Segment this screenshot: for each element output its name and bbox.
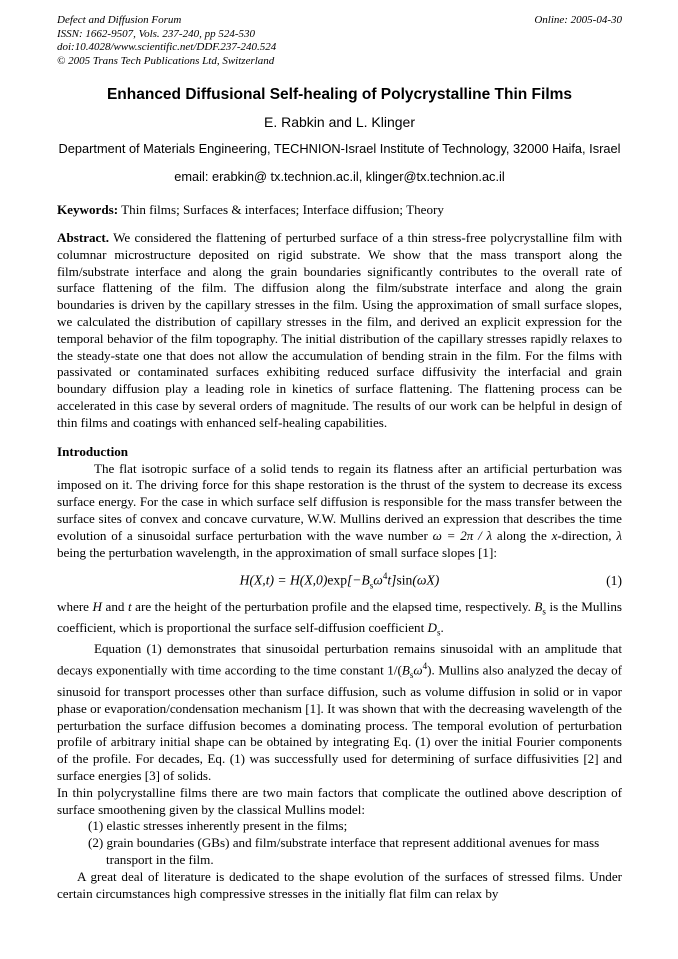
list-item: (2) grain boundaries (GBs) and film/substrate interface that represent additional avenues for mass transport in the film. (88, 835, 600, 867)
intro-paragraph-3 (57, 641, 622, 784)
text-segment: The flat isotropic surface of a solid tends to regain its flatness after an artificial perturbation was imposed on it. The driving force for this shape restoration is the thrust of the system to decrease its excess surface energy. For the case in which surface self diffusion is responsible for the mass transfer between the surface sites of convex and concave curvature, W.W. Mullins derived an expression that describes the time evolution of a sinusoidal surface perturbation with the wave number (57, 460, 622, 543)
journal-name: Defect and Diffusion Forum (57, 14, 182, 26)
journal-header (57, 14, 622, 68)
text-segment: where (57, 598, 93, 614)
math-wave-number: ω = 2π / λ (432, 527, 493, 543)
math-segment: H(X,t) = H(X,0) (239, 572, 328, 588)
text-segment: ). Mullins also analyzed the decay of sinusoid for transport processes other than surface diffusion, such as volume diffusion in solid or in vapor phase or evaporation/condensation mechanism [1]. It was shown that with the decreasing wavelength of the perturbation the surface diffusion becomes a dominating process. The temporal evolution of perturbation profile of arbitrary initial shape can be obtained by integrating Eq. (1) over the initial Fourier components of the profile. For decades, Eq. (1) was successfully used for determining of surface diffusivities [2] and surface energies [3] of solids. (57, 662, 622, 783)
equation-1 (57, 571, 622, 590)
math-var-D: D (427, 620, 437, 635)
journal-doi-line: doi:10.4028/www.scientific.net/DDF.237-240.524 (57, 41, 277, 53)
list-item: (1) elastic stresses inherently present in the films; (88, 818, 348, 834)
intro-paragraph-4: In thin polycrystalline films there are two main factors that complicate the outlined above description of surface smoothening given by the classical Mullins model: (57, 784, 622, 817)
text-segment: along the (492, 527, 552, 543)
paper-title: Enhanced Diffusional Self-healing of Polycrystalline Thin Films (106, 86, 573, 103)
keywords-text: Thin films; Surfaces & interfaces; Interface diffusion; Theory (121, 202, 444, 217)
text-segment: are the height of the perturbation profile and the elapsed time, respectively. (131, 598, 535, 614)
text-segment: being the perturbation wavelength, in the approximation of small surface slopes [1]: (57, 544, 497, 560)
abstract-text: We considered the flattening of perturbed surface of a thin stress-free polycrystalline film with columnar microstructure deposited on rigid substrate. We show that the mass transport along the film/substrate interface and along the grain boundaries significantly contributes to the overall rate of surface flattening of the film. The diffusion along the film/substrate interface and along the grain boundaries is driven by the capillary stresses in the film. Using the approximation of small surface slopes, we calculated the distribution of capillary stresses in the film, and derived an explicit expression for the temporal behavior of the film topography. The initial distribution of the capillary stresses rapidly relaxes to the steady-state one that does not allow the accumulation of bending strain in the film. For the films with passivated or contaminated surfaces exhibiting reduced surface diffusivity the interfacial and grain boundary diffusion play a leading role in kinetics of surface flattening. The flattening process can be accelerated in this case by several orders of magnitude. The results of our work can be helpful in design of thin films and coatings with enhanced self-healing capabilities. (57, 230, 622, 430)
keywords-label: Keywords: (57, 202, 119, 217)
complications-list (88, 818, 622, 868)
math-var-B: B (534, 598, 543, 614)
intro-paragraph-2 (57, 599, 622, 642)
math-segment: (ωX) (412, 572, 440, 588)
math-sub-s: s (409, 670, 414, 681)
text-segment: Equation (1) demonstrates that sinusoidal perturbation remains sinusoidal with an amplitude that decays exponentially with time according to the time constant 1/( (57, 641, 622, 678)
intro-paragraph-5: A great deal of literature is dedicated to the shape evolution of the surfaces of stressed films. Under certain circumstances high compressive stresses in the initially flat film can relax by (57, 868, 622, 901)
math-sup-4: 4 (422, 661, 428, 672)
math-var-lambda: λ (616, 527, 622, 543)
equation-1-formula (99, 571, 580, 590)
math-segment: [−B (347, 572, 370, 588)
math-var-omega: ω (413, 662, 423, 678)
section-heading-introduction: Introduction (57, 443, 129, 459)
intro-paragraph-1 (57, 461, 622, 562)
math-sub-s: s (542, 606, 546, 617)
math-segment: t] (387, 572, 397, 588)
journal-copyright-line: © 2005 Trans Tech Publications Ltd, Switzerland (57, 54, 275, 67)
abstract (57, 230, 622, 432)
paper-affiliation: Department of Materials Engineering, TECHNION-Israel Institute of Technology, 32000 Haifa, Israel (58, 141, 621, 156)
paper-email-line: email: erabkin@ tx.technion.ac.il, klinger@tx.technion.ac.il (174, 169, 505, 184)
text-segment: is the Mullins coefficient, which is proportional the surface self-diffusion coefficient (57, 598, 623, 635)
equation-1-number: (1) (606, 572, 622, 588)
text-segment: -direction, (557, 527, 617, 543)
math-var-x: x (551, 527, 558, 543)
text-segment: . (440, 620, 444, 635)
math-sup-4: 4 (382, 571, 388, 582)
math-var-H: H (92, 598, 102, 614)
math-sub-s: s (436, 627, 441, 638)
math-var-omega: ω (373, 572, 383, 588)
journal-issn-line: ISSN: 1662-9507, Vols. 237-240, pp 524-530 (57, 27, 255, 40)
math-sub-s: s (369, 580, 374, 591)
online-date: Online: 2005-04-30 (534, 14, 622, 26)
math-fn-exp: exp (327, 572, 347, 588)
paper-authors: E. Rabkin and L. Klinger (264, 114, 415, 130)
math-fn-sin: sin (396, 572, 413, 588)
math-var-B: B (401, 662, 410, 678)
abstract-label: Abstract. (57, 230, 109, 245)
journal-info (57, 14, 276, 68)
text-segment: and (102, 598, 128, 614)
math-var-t: t (127, 598, 132, 614)
keywords-line (57, 202, 622, 218)
